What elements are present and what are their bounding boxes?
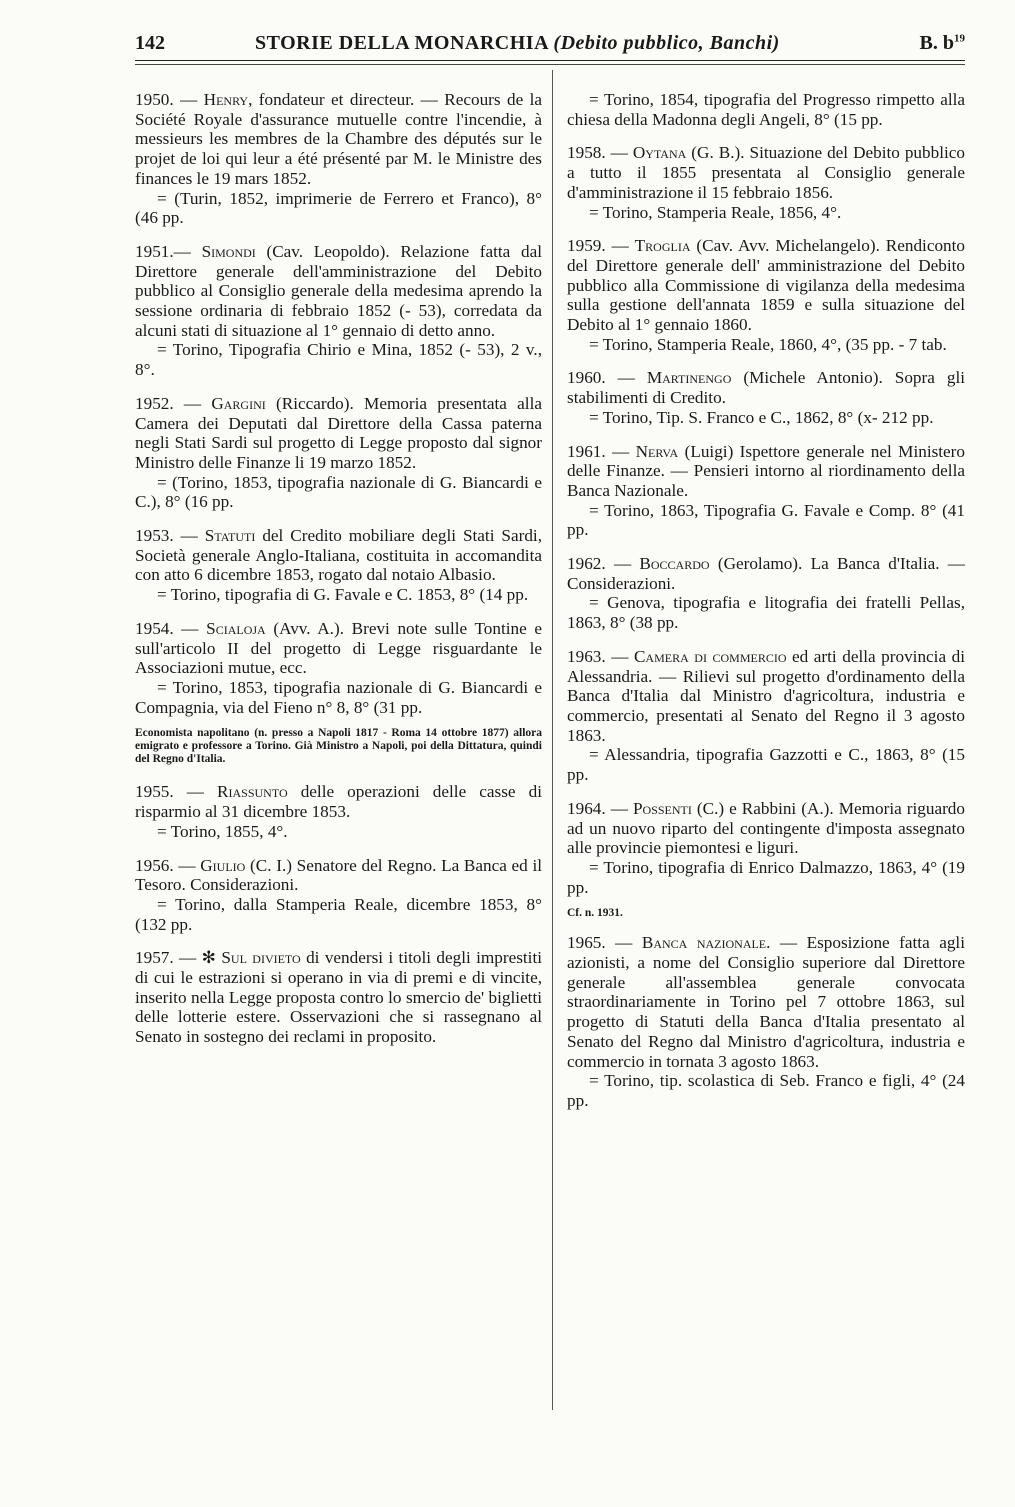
column-divider [552,70,553,1410]
entry-text: 1952. — Gargini (Riccardo). Memoria presentata alla Camera dei Deputati dal Direttore della Cassa paterna negli Stati Sardi sul progetto di Legge proposto dal signor Ministro delle Finanze li 19 marzo 1852. [135,393,542,472]
entry-1953 [135,526,542,605]
entry-text: 1953. — Statuti del Credito mobiliare degli Stati Sardi, Società generale Anglo-Italiana, costituita in accomandita con atto 6 dicembre 1853, rogato dal notaio Albasio. [135,526,543,585]
entry-text: 1963. — Camera di commercio ed arti della provincia di Alessandria. — Rilievi sul progetto d'ordinamento della Banca d'Italia dal Ministro d'agricoltura, industria e commercio, presentati al Senato del Regno il 3 agosto 1863. [567,646,965,745]
entry-publication: = Torino, Tip. S. Franco e C., 1862, 8° (x- 212 pp. [589,407,934,427]
entry-1964 [567,799,965,898]
entry-1965 [567,933,965,1110]
entry-1950 [135,90,542,228]
entry-text: 1962. — Boccardo (Gerolamo). La Banca d'Italia. — Considerazioni. [567,554,965,593]
entry-1958 [567,143,965,222]
signature-number: 19 [954,32,965,45]
entry-1951 [135,242,542,380]
entry-publication: = Torino, dalla Stamperia Reale, dicembre 1853, 8° (132 pp. [135,894,542,934]
header-rule-thin [135,64,965,65]
entry-publication: = Torino, tipografia di G. Favale e C. 1853, 8° (14 pp. [157,585,529,605]
entry-text: 1964. — Possenti (C.) e Rabbini (A.). Memoria riguardo ad un nuovo riparto del contingente d'imposta assegnato alle provincie piemontesi e liguri. [567,798,965,858]
entry-text: 1955. — Riassunto delle operazioni delle casse di risparmio al 31 dicembre 1853. [135,782,542,822]
entry-text: 1954. — Scialoja (Avv. A.). Brevi note sulle Tontine e sull'articolo II del progetto di Legge risguardante le Associazioni mutue, ecc. [135,618,542,678]
entry-text: 1961. — Nerva (Luigi) Ispettore generale nel Ministero delle Finanze. — Pensieri intorno al riordinamento della Banca Nazionale. [567,441,965,500]
entry-publication: = (Turin, 1852, imprimerie de Ferrero et Franco), 8° (46 pp. [135,188,542,228]
entry-1962 [567,554,965,633]
entry-1955 [135,782,542,841]
entry-1954 [135,619,542,718]
entry-1960 [567,368,965,427]
entry-text: 1951.— Simondi (Cav. Leopoldo). Relazione fatta dal Direttore generale dell'amministrazione del Debito pubblico al Consiglio generale della medesima aprendo la sessione ordinaria di febbraio 1852 (- 53), corredata da alcuni stati di situazione al 1° gennaio di detto anno. [135,241,543,340]
entry-publication: = Genova, tipografia e litografia dei fratelli Pellas, 1863, 8° (38 pp. [567,593,965,633]
entry-publication: = Torino, tip. scolastica di Seb. Franco e figli, 4° (24 pp. [567,1071,965,1110]
entry-publication: = Torino, 1863, Tipografia G. Favale e Comp. 8° (41 pp. [567,500,965,540]
entry-text: 1956. — Giulio (C. I.) Senatore del Regno. La Banca ed il Tesoro. Considerazioni. [135,855,543,895]
entry-publication: = Torino, 1853, tipografia nazionale di G. Biancardi e Compagnia, via del Fieno n° 8, 8° (31 pp. [135,677,542,717]
cross-reference: Cf. n. 1931. [567,907,623,920]
entry-1957 [135,948,542,1047]
entry-text: 1957. — ✻ Sul divieto di vendersi i titoli degli imprestiti di cui le estrazioni si operano in via di premi e di vincite, inserito nella Legge proposta contro lo smercio de' biglietti delle lotterie estere. Osservazioni che si rassegnano al Senato in sostegno dei reclami in proposito. [135,948,542,1047]
entry-publication: = Torino, 1855, 4°. [157,821,288,841]
header-rule [135,60,965,61]
signature-letter: B. b [919,32,954,54]
entry-text: 1958. — Oytana (G. B.). Situazione del Debito pubblico a tutto il 1855 presentata al Consiglio generale d'amministrazione il 15 febbraio 1856. [567,143,965,202]
left-column [135,90,542,1061]
page-number: 142 [135,32,165,54]
entry-text: 1960. — Martinengo (Michele Antonio). Sopra gli stabilimenti di Credito. [567,368,965,408]
entry-1952 [135,394,542,512]
signature-mark [920,32,965,55]
entry-publication: = Torino, Stamperia Reale, 1856, 4°. [589,202,842,222]
entry-1959 [567,236,965,354]
entry-publication: = Torino, 1854, tipografia del Progresso rimpetto alla chiesa della Madonna degli Angeli, 8° (15 pp. [567,90,965,129]
entry-publication: = Torino, Tipografia Chirio e Mina, 1852 (- 53), 2 v., 8°. [135,340,542,380]
entry-publication: = Torino, tipografia di Enrico Dalmazzo, 1863, 4° (19 pp. [567,857,965,897]
entry-publication: = (Torino, 1853, tipografia nazionale di G. Biancardi e C.), 8° (16 pp. [135,472,542,512]
entry-text: 1950. — Henry, fondateur et directeur. — Recours de la Société Royale d'assurance mutuelle contre l'incendie, à messieurs les membres de la Chambre des députés sur le projet de loi qui leur a été présenté par M. le Ministre des finances le 19 mars 1852. [135,90,543,188]
entry-1957-continuation [567,90,965,129]
biographical-note: Economista napolitano (n. presso a Napoli 1817 - Roma 14 ottobre 1877) allora emigrato e professore a Torino. Già Ministro a Napoli, poi della Dittatura, quindi del Regno d'Italia. [135,727,542,766]
entry-1961 [567,442,965,541]
entry-1956 [135,856,542,935]
running-title [255,32,780,55]
entry-1963 [567,647,965,785]
entry-text: 1959. — Troglia (Cav. Avv. Michelangelo). Rendiconto del Direttore generale dell' amministrazione del Debito pubblico alla Commissione di vigilanza della medesima sulla gestione dell'annata 1859 e sulla situazione del Debito al 1° gennaio 1860. [567,236,966,335]
running-title-italic: (Debito pubblico, Banchi) [553,32,780,54]
entry-text: 1965. — Banca nazionale. — Esposizione fatta agli azionisti, a nome del Consiglio superiore dal Direttore generale all'assemblea generale convocata straordinariamente in Torino pel 7 ottobre 1863, sul progetto di Statuti della Banca d'Italia presentato al Senato del Regno dal Ministro d'agricoltura, industria e commercio in tornata 3 agosto 1863. [567,933,965,1071]
right-column [567,90,965,1125]
running-title-main: STORIE DELLA MONARCHIA [255,32,548,54]
entry-publication: = Alessandria, tipografia Gazzotti e C., 1863, 8° (15 pp. [567,745,965,785]
page-header [135,28,965,62]
entry-publication: = Torino, Stamperia Reale, 1860, 4°, (35 pp. - 7 tab. [589,334,947,354]
